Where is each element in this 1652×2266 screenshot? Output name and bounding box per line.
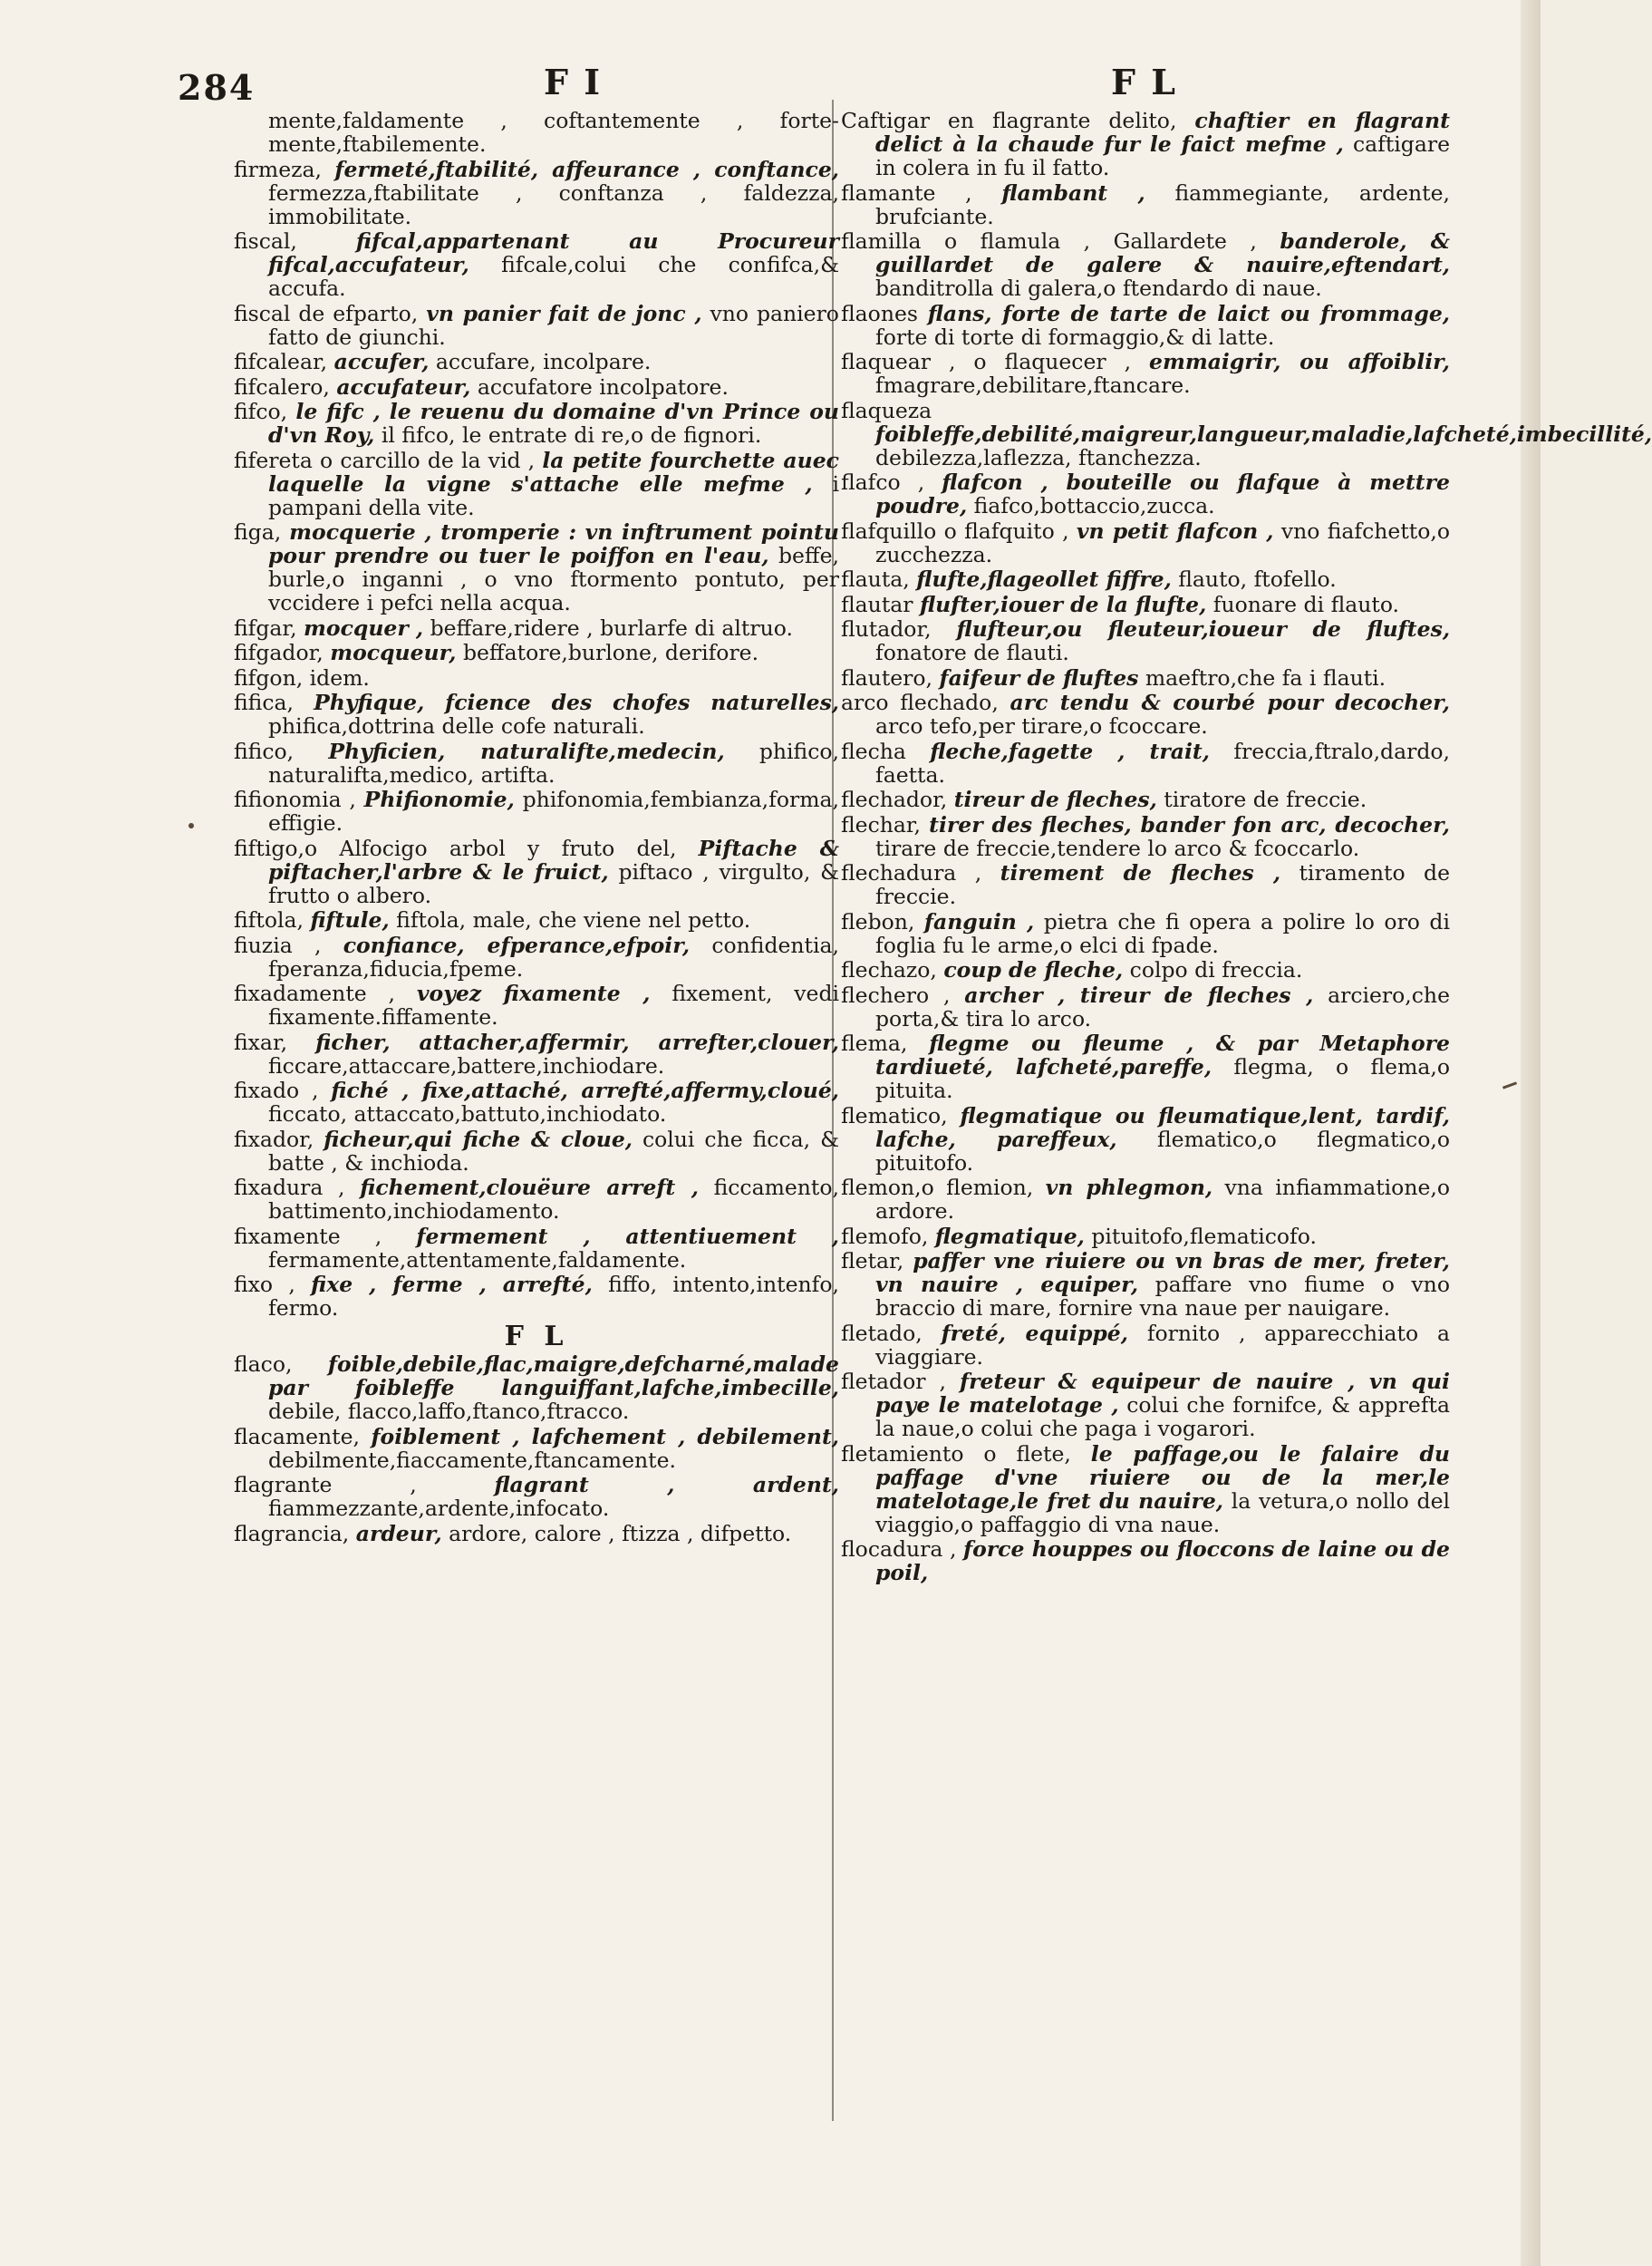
entry-italian: flegma, o flema,o pituita.	[875, 1054, 1450, 1103]
page-number: 284	[178, 67, 256, 108]
entry-italian: fonatore de flauti.	[875, 640, 1069, 665]
entry-french: emmaigrir, ou affoiblir,	[1149, 349, 1450, 374]
entry-headword: flechar,	[841, 811, 922, 838]
entry-headword: fletador ,	[841, 1369, 946, 1394]
entry-italian: vna infiammatione,o ardore.	[875, 1175, 1450, 1224]
dictionary-entry	[841, 691, 1450, 738]
dictionary-entry	[234, 1225, 839, 1272]
dictionary-entry	[234, 1522, 839, 1545]
entry-italian: caftigare in colera in fu il fatto.	[875, 131, 1450, 180]
dictionary-entry	[841, 910, 1450, 957]
dictionary-entry	[234, 1273, 839, 1320]
entry-headword: flecha	[841, 738, 906, 764]
entry-headword: fifcalear,	[234, 349, 328, 374]
entry-french: ficheur,qui fiche & cloue,	[324, 1126, 633, 1152]
entry-headword: arco flechado,	[841, 690, 999, 715]
entry-french: mocqueur,	[330, 640, 457, 665]
dictionary-entry	[234, 1031, 839, 1078]
entry-headword: Caftigar en flagrante delito,	[841, 108, 1177, 133]
entry-french: vn phlegmon,	[1045, 1175, 1213, 1200]
entry-italian: vno fiafchetto,o zucchezza.	[875, 518, 1450, 567]
entry-italian: confidentia, fperanza,fiducia,fpeme.	[268, 932, 839, 982]
entry-french: le fifc , le reuenu du domaine d'vn Prince ou d'vn Roy,	[268, 399, 839, 448]
entry-italian: beffe, burle,o inganni , o vno ftormento pontuto, per vccidere i pefci nella acqua.	[268, 543, 839, 615]
dictionary-entry	[841, 1322, 1450, 1369]
entry-headword: flechadura ,	[841, 860, 982, 886]
dictionary-entry	[234, 666, 839, 690]
entry-italian: flematico,o flegmatico,o pituitofo.	[875, 1126, 1450, 1176]
entry-headword: flemofo,	[841, 1223, 929, 1249]
entry-headword: flaones	[841, 300, 918, 326]
entry-french: flambant ,	[1001, 179, 1145, 206]
dictionary-entry	[841, 109, 1450, 179]
entry-french: accufateur,	[336, 373, 471, 400]
entry-text: mente,faldamente , coftantemente , forte-mente,ftabilemente.	[268, 108, 839, 157]
entry-french: fiftule,	[310, 907, 390, 933]
entry-italian: fermamente,attentamente,faldamente.	[268, 1246, 687, 1273]
entry-french: ardeur,	[355, 1520, 442, 1546]
entry-headword: flechazo,	[841, 957, 937, 983]
dictionary-entry	[234, 520, 839, 615]
entry-headword: fletado,	[841, 1320, 923, 1346]
dictionary-entry	[234, 400, 839, 447]
entry-french: foibleffe,debilité,maigreur,langueur,maladie,lafcheté,imbecillité,	[875, 421, 1652, 447]
entry-headword: fifgador,	[234, 640, 324, 665]
entry-french: vn panier fait de jonc ,	[426, 300, 702, 326]
dictionary-entry	[841, 666, 1450, 690]
entry-french: banderole, & guillardet de galere & nauire,eftendart,	[875, 228, 1450, 277]
dictionary-entry	[841, 1225, 1450, 1248]
entry-french: flegme ou fleume , & par Metaphore tardiueté, lafcheté,pareffe,	[875, 1031, 1450, 1080]
entry-italian: fiammezzante,ardente,infocato.	[268, 1496, 610, 1521]
entry-headword: flechador,	[841, 787, 948, 812]
entry-headword: fiftola,	[234, 907, 304, 933]
dictionary-entry	[234, 1352, 839, 1423]
entry-italian: pietra che fi opera a polire lo oro di foglia fu le arme,o elci di fpade.	[875, 908, 1450, 958]
entry-french: Phifionomie,	[363, 787, 515, 812]
dictionary-entry	[841, 1370, 1450, 1440]
entry-italian: ardore, calore , ftizza , difpetto.	[449, 1520, 792, 1546]
dictionary-entry	[234, 302, 839, 349]
entry-headword: flamilla o flamula , Gallardete ,	[841, 228, 1257, 254]
entry-french: freté, equippé,	[941, 1320, 1128, 1346]
dictionary-entry	[841, 1537, 1450, 1584]
entry-headword: flagrante ,	[234, 1472, 417, 1497]
entry-french: le paffage,ou le falaire du paffage d'vne riuiere ou de la mer,le matelotage,le fret du nauire,	[875, 1440, 1450, 1514]
entry-french: faifeur de fluftes	[939, 664, 1139, 691]
entry-italian: beffatore,burlone, derifore.	[462, 640, 759, 665]
dictionary-entry	[841, 788, 1450, 811]
entry-italian: fiafco,bottaccio,zucca.	[973, 493, 1215, 518]
entry-french: mocquerie , tromperie : vn inftrument pointu pour prendre ou tuer le poiffon en l'eau,	[268, 519, 839, 568]
dictionary-entry	[234, 1079, 839, 1126]
entry-headword: flacamente,	[234, 1423, 361, 1449]
entry-italian: tiratore de freccie.	[1164, 787, 1367, 812]
entry-french: Phyficien, naturalifte,medecin,	[328, 738, 725, 764]
dictionary-entry	[841, 470, 1450, 518]
entry-italian: debile, flacco,laffo,ftanco,ftracco.	[268, 1399, 630, 1424]
entry-french: flegmatique,	[934, 1223, 1085, 1249]
entry-french: fleche,fagette , trait,	[930, 738, 1210, 764]
dictionary-entry	[841, 593, 1450, 616]
section-heading: F L	[504, 1321, 569, 1352]
entry-italian: flauto, ftofello.	[1178, 566, 1337, 592]
entry-headword: fixadura ,	[234, 1175, 345, 1200]
entry-italian: debilezza,laflezza, ftanchezza.	[875, 444, 1202, 470]
entry-french: arc tendu & courbé pour decocher,	[1010, 690, 1450, 715]
dictionary-entry	[234, 982, 839, 1029]
entry-headword: fixo ,	[234, 1272, 295, 1297]
entry-headword: flema,	[841, 1031, 908, 1056]
entry-headword: flautero,	[841, 664, 933, 691]
entry-italian: fuonare di flauto.	[1212, 591, 1400, 617]
entry-headword: flemon,o flemion,	[841, 1175, 1034, 1200]
dictionary-entry	[841, 567, 1450, 591]
dictionary-entry	[841, 519, 1450, 566]
entry-french: fanguin ,	[923, 908, 1035, 934]
dictionary-entry	[841, 1104, 1450, 1175]
entry-headword: fixado ,	[234, 1078, 319, 1103]
dictionary-entry	[234, 837, 839, 907]
entry-italian: il fifco, le entrate di re,o de fignori.	[381, 422, 762, 448]
entry-french: fermement , attentiuement ,	[416, 1223, 839, 1249]
entry-headword: fixadamente ,	[234, 981, 395, 1006]
entry-headword: flafco ,	[841, 470, 925, 495]
dictionary-entry	[841, 181, 1450, 228]
dictionary-entry	[841, 397, 1652, 470]
entry-french: accufer,	[333, 349, 430, 374]
entry-italian: colui che ficca, & batte , & inchioda.	[268, 1126, 839, 1176]
entry-italian: forte di torte di formaggio,& di latte.	[875, 324, 1275, 350]
dictionary-entry	[841, 1176, 1450, 1223]
entry-headword: flaquear , o flaquecer ,	[841, 349, 1132, 374]
dictionary-entry	[234, 1176, 839, 1223]
dictionary-entry	[234, 691, 839, 738]
entry-french: chaftier en flagrant delict à la chaude fur le faict mefme ,	[875, 108, 1450, 157]
entry-italian: phifonomia,fembianza,forma, effigie.	[268, 787, 839, 836]
entry-headword: fifereta o carcillo de la vid ,	[234, 447, 536, 473]
dictionary-entry	[234, 788, 839, 835]
entry-italian: maeftro,che fa i flauti.	[1145, 664, 1386, 691]
page-edge-shadow	[1521, 0, 1541, 2266]
entry-italian: i pampani della vite.	[268, 470, 839, 520]
entry-headword: fiscal,	[234, 228, 297, 254]
entry-headword: flechero ,	[841, 982, 951, 1008]
entry-headword: fixamente ,	[234, 1223, 382, 1249]
entry-italian: accufare, incolpare.	[435, 349, 652, 374]
entry-french: flufter,iouer de la flufte,	[920, 591, 1207, 617]
entry-italian: freccia,ftralo,dardo, faetta.	[875, 738, 1450, 788]
entry-french: flans, forte de tarte de laict ou frommage,	[927, 300, 1450, 326]
entry-french: foible,debile,flac,maigre,defcharné,malade par foibleffe languiffant,lafche,imbecille,	[268, 1351, 839, 1400]
entry-headword: fifico,	[234, 738, 295, 764]
entry-french: tireur de fleches,	[953, 787, 1157, 812]
entry-french: foiblement , lafchement , debilement,	[371, 1423, 839, 1449]
entry-italian: arciero,che porta,& tira lo arco.	[875, 982, 1450, 1031]
dictionary-entry	[841, 1442, 1450, 1536]
entry-italian: accufatore incolpatore.	[477, 373, 729, 400]
entry-french: confiance, efperance,efpoir,	[343, 932, 691, 958]
entry-italian: banditrolla di galera,o ftendardo di naue.	[875, 276, 1322, 301]
dictionary-entry	[841, 1031, 1450, 1102]
entry-french: flufteur,ou fleuteur,ioueur de fluftes,	[956, 616, 1450, 642]
entry-headword: fifco,	[234, 399, 288, 424]
entry-headword: flautar	[841, 591, 913, 617]
entry-french: vn petit flafcon ,	[1076, 518, 1274, 544]
entry-french: force houppes ou floccons de laine ou de poil,	[875, 1536, 1450, 1585]
entry-headword: fixar,	[234, 1029, 288, 1055]
entry-french: flagrant , ardent,	[494, 1472, 839, 1497]
entry-italian: ficcato, attaccato,battuto,inchiodato.	[268, 1101, 667, 1127]
right-column	[841, 108, 1652, 1586]
margin-dot	[188, 822, 195, 829]
entry-french: freteur & equipeur de nauire , vn qui paye le matelotage ,	[875, 1369, 1450, 1418]
entry-headword: flafquillo o flafquito ,	[841, 518, 1069, 544]
dictionary-entry	[234, 158, 839, 228]
entry-headword: flaco,	[234, 1351, 293, 1377]
entry-italian: fiammegiante, ardente, brufciante.	[875, 179, 1450, 229]
dictionary-entry	[841, 958, 1450, 982]
dictionary-entry	[234, 641, 839, 664]
dictionary-entry	[841, 861, 1450, 908]
entry-headword: fifcalero,	[234, 373, 330, 400]
left-column-header: F I	[544, 62, 602, 102]
entry-french: Piftache & piftacher,l'arbre & le fruict,	[268, 835, 839, 885]
dictionary-entry	[841, 229, 1450, 300]
dictionary-entry	[841, 813, 1450, 860]
entry-french: flufte,flageollet fiffre,	[916, 566, 1172, 592]
dictionary-entry	[841, 1249, 1450, 1320]
entry-french: fiché , fixe,attaché, arrefté,affermy,cloué,	[331, 1078, 839, 1103]
entry-italian: tiramento de freccie.	[875, 860, 1450, 909]
entry-french: flegmatique ou fleumatique,lent, tardif, lafche, pareffeux,	[875, 1102, 1450, 1152]
entry-headword: flocadura ,	[841, 1536, 957, 1562]
entry-french: Phyfique, fcience des chofes naturelles,	[314, 690, 839, 715]
left-column	[234, 109, 839, 1546]
entry-french: flafcon , bouteille ou flafque à mettre poudre,	[875, 470, 1450, 518]
entry-headword: fifgar,	[234, 615, 297, 641]
dictionary-entry	[234, 350, 839, 373]
entry-headword: flebon,	[841, 908, 915, 934]
entry-headword: figa,	[234, 519, 282, 545]
dictionary-entry	[841, 740, 1450, 787]
entry-italian: vno paniero fatto de giunchi.	[268, 300, 839, 350]
entry-french: tirer des fleches, bander fon arc, decocher,	[929, 811, 1450, 838]
entry-headword: fiscal de efparto,	[234, 300, 419, 326]
dictionary-entry	[234, 375, 839, 399]
entry-italian: phifico, naturalifta,medico, artifta.	[268, 738, 839, 788]
dictionary-entry	[234, 740, 839, 787]
entry-headword: fletar,	[841, 1248, 904, 1273]
entry-french: fichement,clouëure arreft ,	[360, 1175, 699, 1200]
entry-italian: debilmente,fiaccamente,ftancamente.	[268, 1447, 676, 1473]
entry-italian: paffare vno fiume o vno braccio di mare, fornire vna naue per nauigare.	[875, 1272, 1450, 1321]
margin-mark	[1502, 1081, 1517, 1089]
dictionary-entry	[234, 229, 839, 300]
entry-french: ficher, attacher,affermir, arrefter,clouer,	[315, 1029, 839, 1055]
entry-italian: phifica,dottrina delle cofe naturali.	[268, 713, 645, 739]
entry-french: fixe , ferme , arrefté,	[311, 1272, 593, 1297]
entry-french: voyez fixamente ,	[416, 981, 651, 1006]
entry-french: archer , tireur de fleches ,	[964, 982, 1314, 1008]
entry-headword: flauta,	[841, 566, 910, 592]
entry-italian: fornito , apparecchiato a viaggiare.	[875, 1320, 1450, 1370]
dictionary-entry	[234, 908, 839, 932]
dictionary-entry	[841, 302, 1450, 349]
entry-italian: colpo di freccia.	[1129, 957, 1303, 983]
entry-headword: flaqueza	[841, 397, 932, 423]
entry-headword: firmeza,	[234, 156, 322, 182]
entry-headword: fiuzia ,	[234, 932, 322, 958]
dictionary-entry	[234, 1473, 839, 1520]
entry-italian: fiffo, intento,intenfo, fermo.	[268, 1272, 839, 1321]
entry-headword: fixador,	[234, 1126, 314, 1152]
dictionary-entry	[234, 449, 839, 519]
entry-italian: fifcale,colui che confifca,& accufa.	[268, 252, 839, 301]
entry-headword: fifica,	[234, 690, 294, 715]
entry-italian: ficcare,attaccare,battere,inchiodare.	[268, 1052, 665, 1079]
entry-headword: fiftigo,o Alfocigo arbol y fruto del,	[234, 835, 677, 861]
entry-italian: piftaco , virgulto, & frutto o albero.	[268, 858, 839, 908]
dictionary-entry	[841, 983, 1450, 1031]
entry-headword: flagrancia,	[234, 1520, 350, 1546]
entry-italian: pituitofo,flematicofo.	[1091, 1223, 1317, 1249]
dictionary-entry	[234, 109, 839, 156]
entry-italian: la vetura,o nollo del viaggio,o paffaggio di vna naue.	[875, 1487, 1450, 1537]
dictionary-entry	[234, 934, 839, 981]
entry-french: tirement de fleches ,	[1000, 860, 1281, 886]
entry-french: fifcal,appartenant au Procureur fifcal,accufateur,	[268, 228, 839, 277]
entry-french: fermeté,ftabilité, affeurance , conftance,	[334, 156, 839, 182]
entry-italian: colui che fornifce, & apprefta la naue,o colui che paga i vogarori.	[875, 1392, 1450, 1441]
entry-italian: tirare de freccie,tendere lo arco & fcoccarlo.	[875, 835, 1360, 861]
entry-italian: fermezza,ftabilitate , conftanza , faldezza, immobilitate.	[268, 179, 839, 229]
entry-headword: fletamiento o flete,	[841, 1440, 1071, 1467]
entry-italian: beffare,ridere , burlarfe di altruo.	[430, 615, 793, 641]
entry-italian: ficcamento, battimento,inchiodamento.	[268, 1175, 839, 1224]
dictionary-entry	[841, 617, 1450, 664]
entry-headword: flutador,	[841, 616, 932, 642]
dictionary-entry	[234, 1425, 839, 1472]
entry-headword: fifgon,	[234, 664, 304, 691]
dictionary-entry	[841, 350, 1450, 397]
entry-italian: fiftola, male, che viene nel petto.	[396, 907, 751, 933]
dictionary-entry	[234, 616, 839, 640]
entry-italian: fixement, vedi fixamente.fiffamente.	[268, 981, 840, 1030]
entry-french: la petite fourchette auec laquelle la vigne s'attache elle mefme ,	[268, 447, 839, 497]
entry-headword: flamante ,	[841, 179, 972, 206]
entry-italian: arco tefo,per tirare,o fcoccare.	[875, 713, 1208, 739]
right-column-header: F L	[1111, 62, 1177, 102]
entry-french: coup de fleche,	[943, 957, 1124, 983]
entry-headword: flematico,	[841, 1102, 948, 1128]
entry-french: paffer vne riuiere ou vn bras de mer, freter, vn nauire , equiper,	[875, 1248, 1450, 1297]
entry-italian: fmagrare,debilitare,ftancare.	[875, 373, 1191, 398]
entry-headword: fifionomia ,	[234, 787, 356, 812]
dictionary-entry	[234, 1128, 839, 1175]
entry-french: mocquer ,	[304, 615, 424, 641]
entry-italian: idem.	[309, 664, 370, 691]
